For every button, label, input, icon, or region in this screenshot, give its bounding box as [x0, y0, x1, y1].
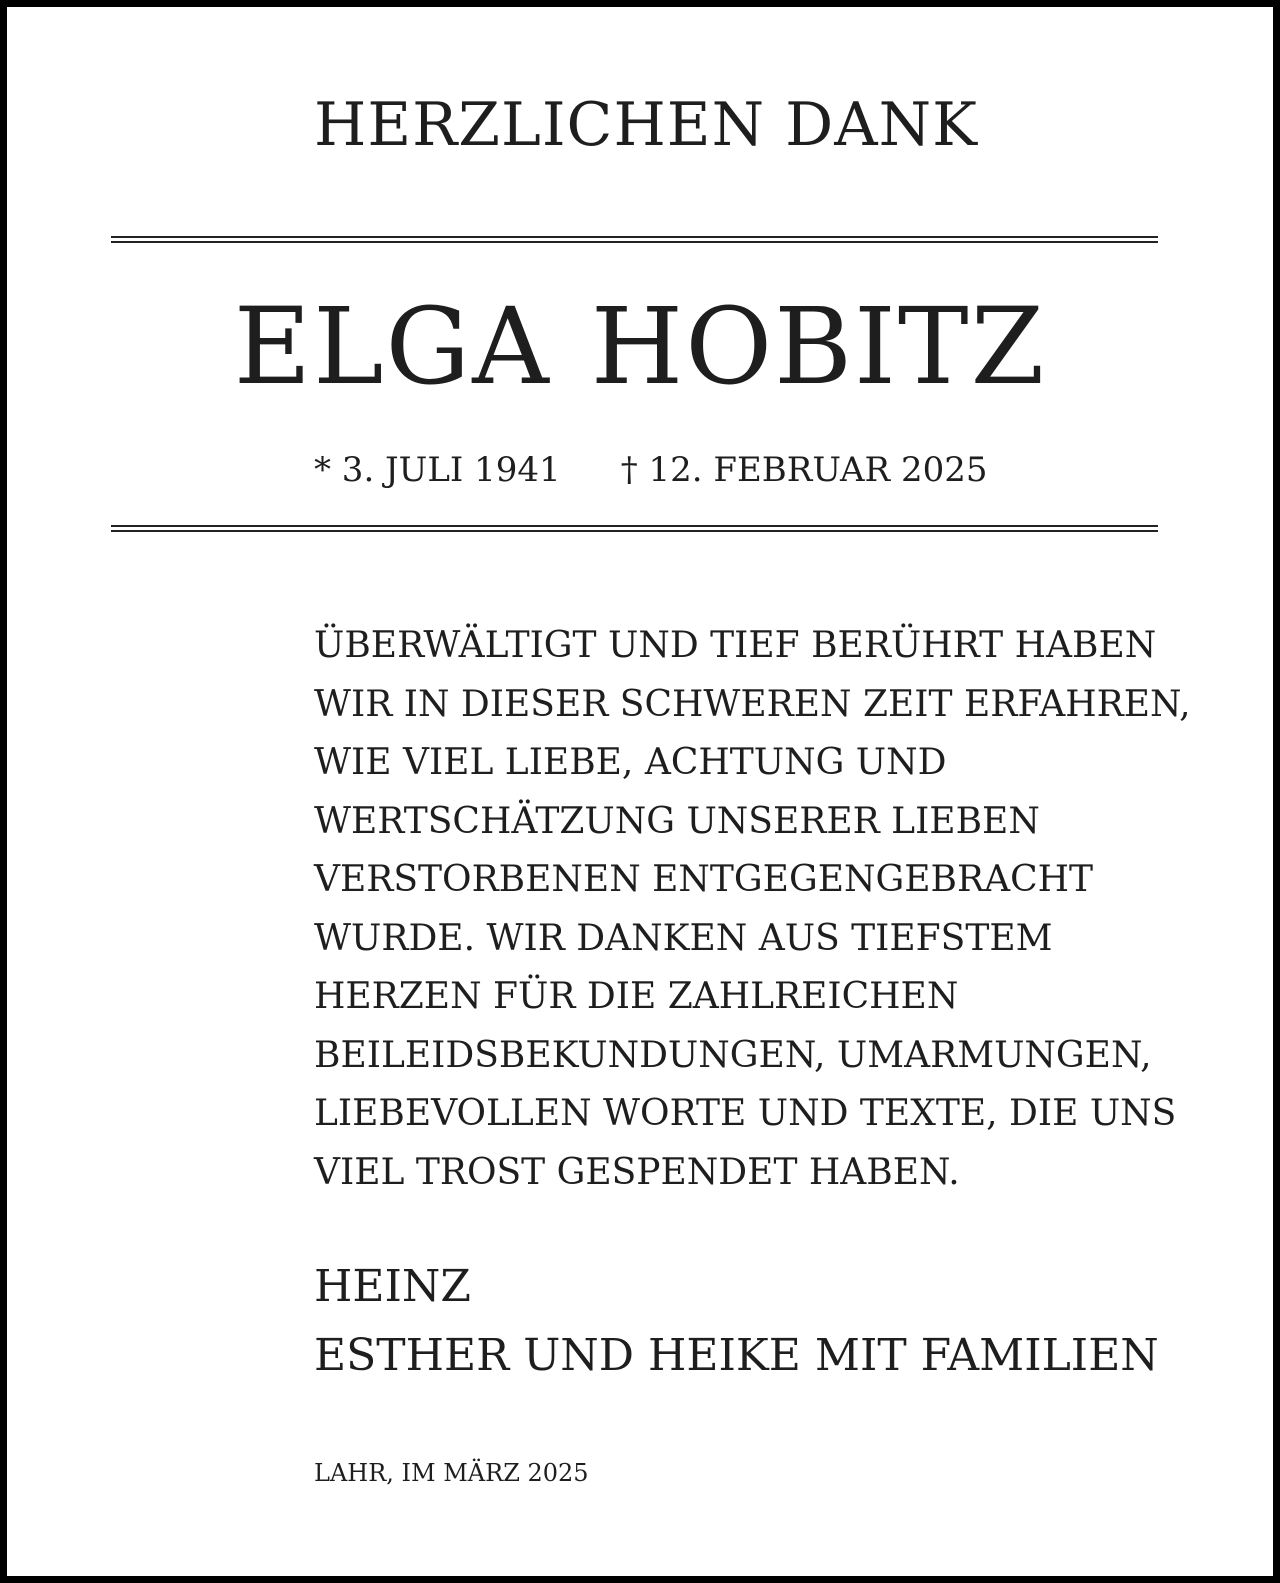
message-line: VIEL TROST GESPENDET HABEN.	[314, 1151, 960, 1193]
top-double-rule	[111, 236, 1158, 243]
death-date: † 12. FEBRUAR 2025	[620, 450, 988, 490]
thank-you-message	[314, 617, 1191, 1202]
message-line: WERTSCHÄTZUNG UNSERER LIEBEN	[314, 800, 1040, 842]
signature-line: HEINZ	[314, 1261, 471, 1312]
message-line: VERSTORBENEN ENTGEGENGEBRACHT	[314, 859, 1094, 900]
message-line: HERZEN FÜR DIE ZAHLREICHEN	[314, 976, 959, 1017]
first-name: ELGA	[233, 285, 551, 408]
place-and-date: LAHR, IM MÄRZ 2025	[314, 1459, 589, 1487]
notice-content	[7, 7, 1273, 1576]
message-line: WIR IN DIESER SCHWEREN ZEIT ERFAHREN,	[314, 683, 1191, 725]
life-dates	[314, 447, 987, 493]
birth-date: * 3. JULI 1941	[314, 450, 561, 490]
deceased-name	[7, 285, 1273, 408]
notice-heading: HERZLICHEN DANK	[314, 90, 978, 160]
last-name: HOBITZ	[590, 285, 1047, 408]
bottom-double-rule	[111, 525, 1158, 532]
message-line: LIEBEVOLLEN WORTE UND TEXTE, DIE UNS	[314, 1093, 1177, 1134]
message-line: WURDE. WIR DANKEN AUS TIEFSTEM	[314, 917, 1053, 959]
message-line: BEILEIDSBEKUNDUNGEN, UMARMUNGEN,	[314, 1034, 1152, 1076]
message-line: ÜBERWÄLTIGT UND TIEF BERÜHRT HABEN	[314, 625, 1157, 666]
signatures	[314, 1252, 1159, 1390]
signature-line: ESTHER UND HEIKE MIT FAMILIEN	[314, 1330, 1159, 1381]
message-line: WIE VIEL LIEBE, ACHTUNG UND	[314, 742, 947, 783]
